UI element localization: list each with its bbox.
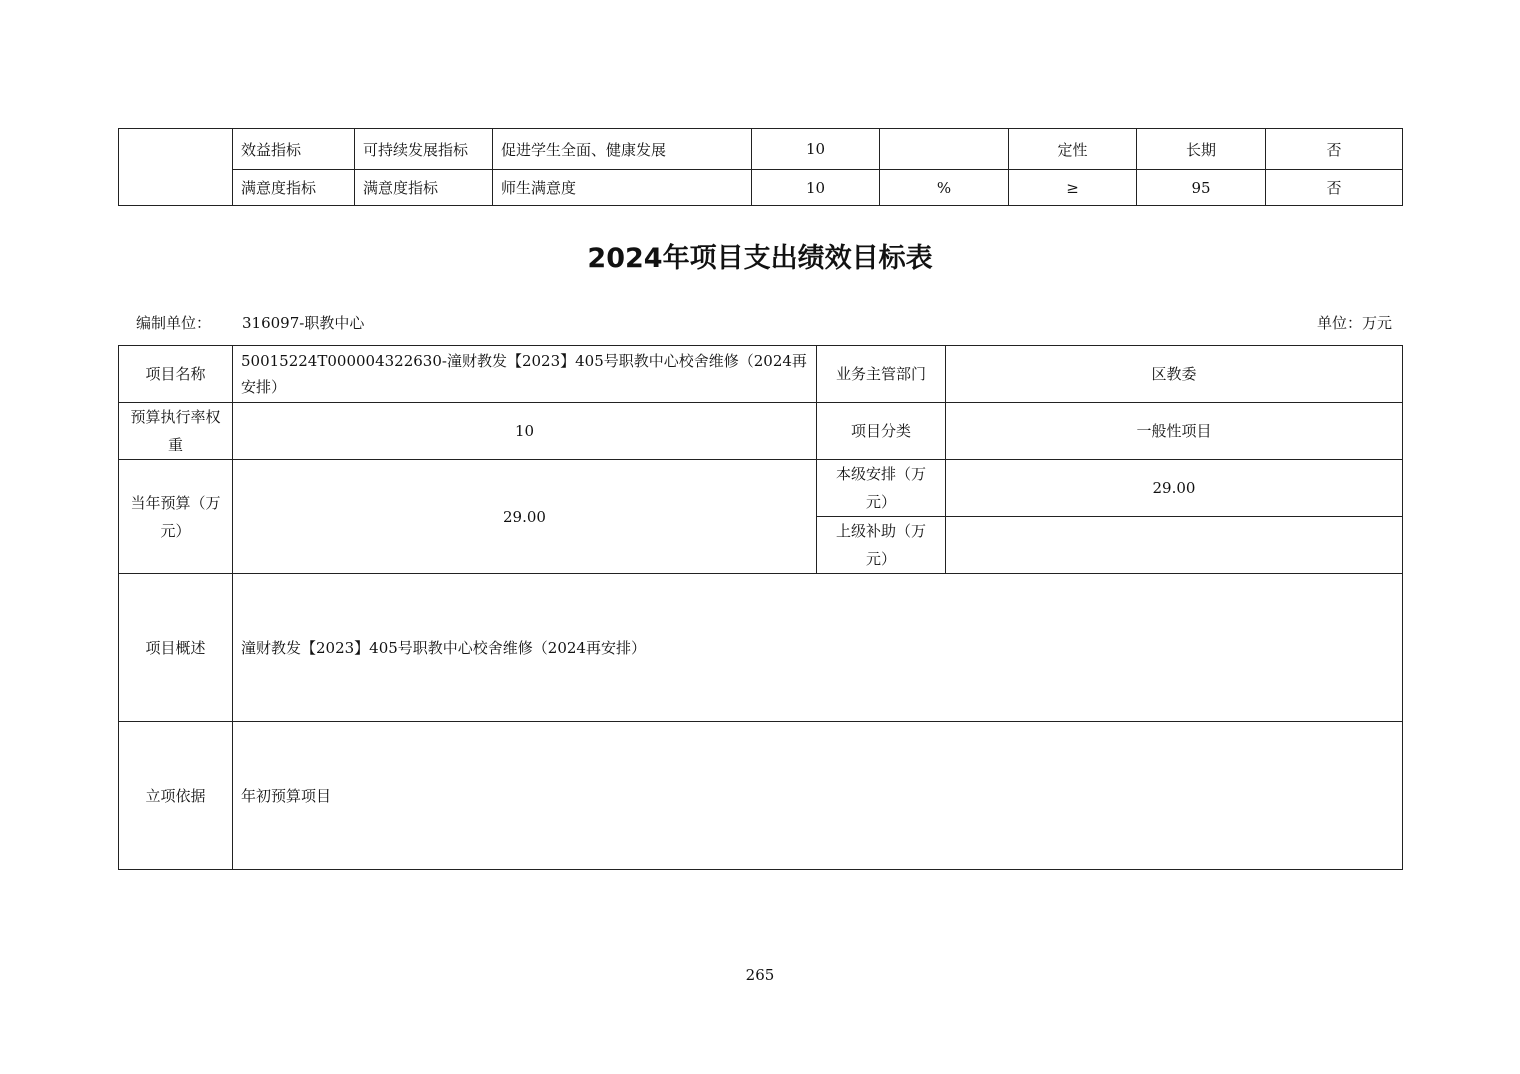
table-cell: 满意度指标 — [233, 170, 355, 206]
table-row — [119, 722, 1403, 870]
table-cell: 10 — [752, 170, 880, 206]
budget-label: 当年预算（万元） — [119, 460, 233, 574]
subsidy-value — [946, 517, 1403, 574]
table-cell: 满意度指标 — [355, 170, 493, 206]
unit-label: 单位：万元 — [1316, 314, 1392, 332]
category-value: 一般性项目 — [946, 403, 1403, 460]
budget-value: 29.00 — [233, 460, 817, 574]
table-cell: 95 — [1137, 170, 1266, 206]
org-label: 编制单位： — [136, 314, 212, 332]
weight-value: 10 — [233, 403, 817, 460]
local-value: 29.00 — [946, 460, 1403, 517]
table-cell: 师生满意度 — [493, 170, 752, 206]
local-label: 本级安排（万元） — [817, 460, 946, 517]
table-row — [119, 403, 1403, 460]
page-number: 265 — [745, 966, 775, 984]
table-cell: 否 — [1266, 170, 1403, 206]
project-performance-table — [118, 345, 1403, 870]
category-label: 项目分类 — [817, 403, 946, 460]
table-row — [119, 170, 1403, 206]
dept-label: 业务主管部门 — [817, 346, 946, 403]
table-cell — [880, 129, 1009, 170]
overview-label: 项目概述 — [119, 574, 233, 722]
project-name-label: 项目名称 — [119, 346, 233, 403]
table-row — [119, 460, 1403, 517]
overview-value: 潼财教发【2023】405号职教中心校舍维修（2024再安排） — [233, 574, 1403, 722]
basis-value: 年初预算项目 — [233, 722, 1403, 870]
table-row — [119, 129, 1403, 170]
table-cell: ≥ — [1009, 170, 1137, 206]
table-cell: 可持续发展指标 — [355, 129, 493, 170]
org-value: 316097-职教中心 — [242, 314, 365, 332]
table-cell: 促进学生全面、健康发展 — [493, 129, 752, 170]
table-cell: 定性 — [1009, 129, 1137, 170]
table-cell: 否 — [1266, 129, 1403, 170]
dept-value: 区教委 — [946, 346, 1403, 403]
table-cell: % — [880, 170, 1009, 206]
subsidy-label: 上级补助（万元） — [817, 517, 946, 574]
project-name-value: 50015224T000004322630-潼财教发【2023】405号职教中心校舍维修（2024再安排） — [233, 346, 817, 403]
table-row — [119, 346, 1403, 403]
table-cell — [119, 129, 233, 206]
table-cell: 效益指标 — [233, 129, 355, 170]
weight-label: 预算执行率权重 — [119, 403, 233, 460]
basis-label: 立项依据 — [119, 722, 233, 870]
table-cell: 长期 — [1137, 129, 1266, 170]
table-cell: 10 — [752, 129, 880, 170]
page-title: 2024年项目支出绩效目标表 — [587, 243, 933, 274]
performance-indicator-table-continued — [118, 128, 1403, 206]
table-row — [119, 574, 1403, 722]
